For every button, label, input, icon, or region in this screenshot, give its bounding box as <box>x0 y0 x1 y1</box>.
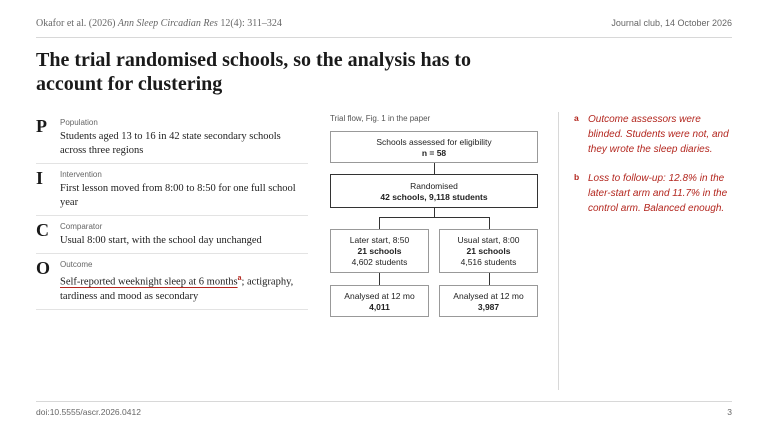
primary-outcome-underlined: Self-reported weeknight sleep at 6 months <box>60 276 238 288</box>
margin-notes <box>574 112 738 230</box>
pico-letter: I <box>36 168 44 188</box>
note-marker: a <box>574 113 579 123</box>
pico-letter: C <box>36 220 49 240</box>
pico-text-rest: ; actigraphy, tardiness and mood as secondary <box>60 276 294 302</box>
flow-connector <box>489 217 490 229</box>
pico-label: Population <box>60 118 98 127</box>
pico-letter: P <box>36 116 47 136</box>
arm-students: 4,602 students <box>351 257 408 267</box>
flow-split-line <box>379 217 490 218</box>
note-text: Loss to follow-up: 12.8% in the later-start arm and 11.7% in the control arm. Balanced enough. <box>588 173 728 214</box>
event-label: Journal club, 14 October 2026 <box>611 18 732 28</box>
note-marker: b <box>574 172 580 182</box>
notes-divider <box>558 112 559 390</box>
analysed-n: 3,987 <box>477 302 500 312</box>
slide-headline: The trial randomised schools, so the analysis has to account for clustering <box>36 49 472 95</box>
analysed-n: 4,011 <box>369 302 390 312</box>
note-text: Outcome assessors were blinded. Students were not, and they wrote the sleep diaries. <box>588 114 729 155</box>
note-a <box>574 112 738 157</box>
doi-label: doi:10.5555/ascr.2026.0412 <box>36 407 141 417</box>
flow-arm-usual-box <box>439 229 538 273</box>
flow-connector <box>489 273 490 285</box>
analysed-label: Analysed at 12 mo <box>453 291 524 301</box>
randomised-detail: 42 schools, 9,118 students <box>380 192 488 202</box>
flow-eligibility-box <box>330 131 538 163</box>
note-b <box>574 171 738 216</box>
flow-analysed-usual-box <box>439 285 538 317</box>
running-header <box>36 14 732 34</box>
pico-text <box>60 272 308 304</box>
eligibility-label: Schools assessed for eligibility <box>376 137 492 147</box>
arm-schools: 21 schools <box>357 246 402 256</box>
eligibility-n: n = 58 <box>421 148 447 158</box>
flow-connector <box>434 208 435 217</box>
header-divider <box>36 37 732 38</box>
pico-text: First lesson moved from 8:00 to 8:50 for one full school year <box>60 183 296 208</box>
citation <box>36 18 282 29</box>
footnote-marker-a: a <box>237 275 242 282</box>
footer-divider <box>36 401 732 402</box>
pico-text: Students aged 13 to 16 in 42 state secondary schools across three regions <box>60 131 281 156</box>
pico-text: Usual 8:00 start, with the school day unchanged <box>60 235 262 246</box>
citation-authors-year: Okafor et al. (2026) <box>36 18 118 29</box>
pico-intervention <box>36 164 308 216</box>
pico-label: Outcome <box>60 260 93 269</box>
flow-connector <box>379 273 380 285</box>
arm-schools: 21 schools <box>466 246 511 256</box>
page-number: 3 <box>727 407 732 417</box>
pico-label: Intervention <box>60 170 102 179</box>
footer <box>36 407 732 417</box>
pico-comparator <box>36 216 308 254</box>
arm-name: Later start, 8:50 <box>349 235 410 245</box>
flow-connector <box>379 217 380 229</box>
flow-analysed-later-box <box>330 285 429 317</box>
analysed-label: Analysed at 12 mo <box>344 291 415 301</box>
flow-randomised-box <box>330 174 538 208</box>
pico-list <box>36 112 308 310</box>
pico-population <box>36 112 308 164</box>
flow-title: Trial flow, Fig. 1 in the paper <box>330 114 431 123</box>
arm-name: Usual start, 8:00 <box>457 235 520 245</box>
flow-arm-later-box <box>330 229 429 273</box>
pico-label: Comparator <box>60 222 103 231</box>
citation-volume-pages: 12(4): 311–324 <box>217 18 282 29</box>
randomised-label: Randomised <box>410 181 458 191</box>
pico-letter: O <box>36 258 51 278</box>
journal-name: Ann Sleep Circadian Res <box>117 18 218 29</box>
flow-connector <box>434 163 435 174</box>
arm-students: 4,516 students <box>460 257 517 267</box>
pico-outcome <box>36 254 308 310</box>
